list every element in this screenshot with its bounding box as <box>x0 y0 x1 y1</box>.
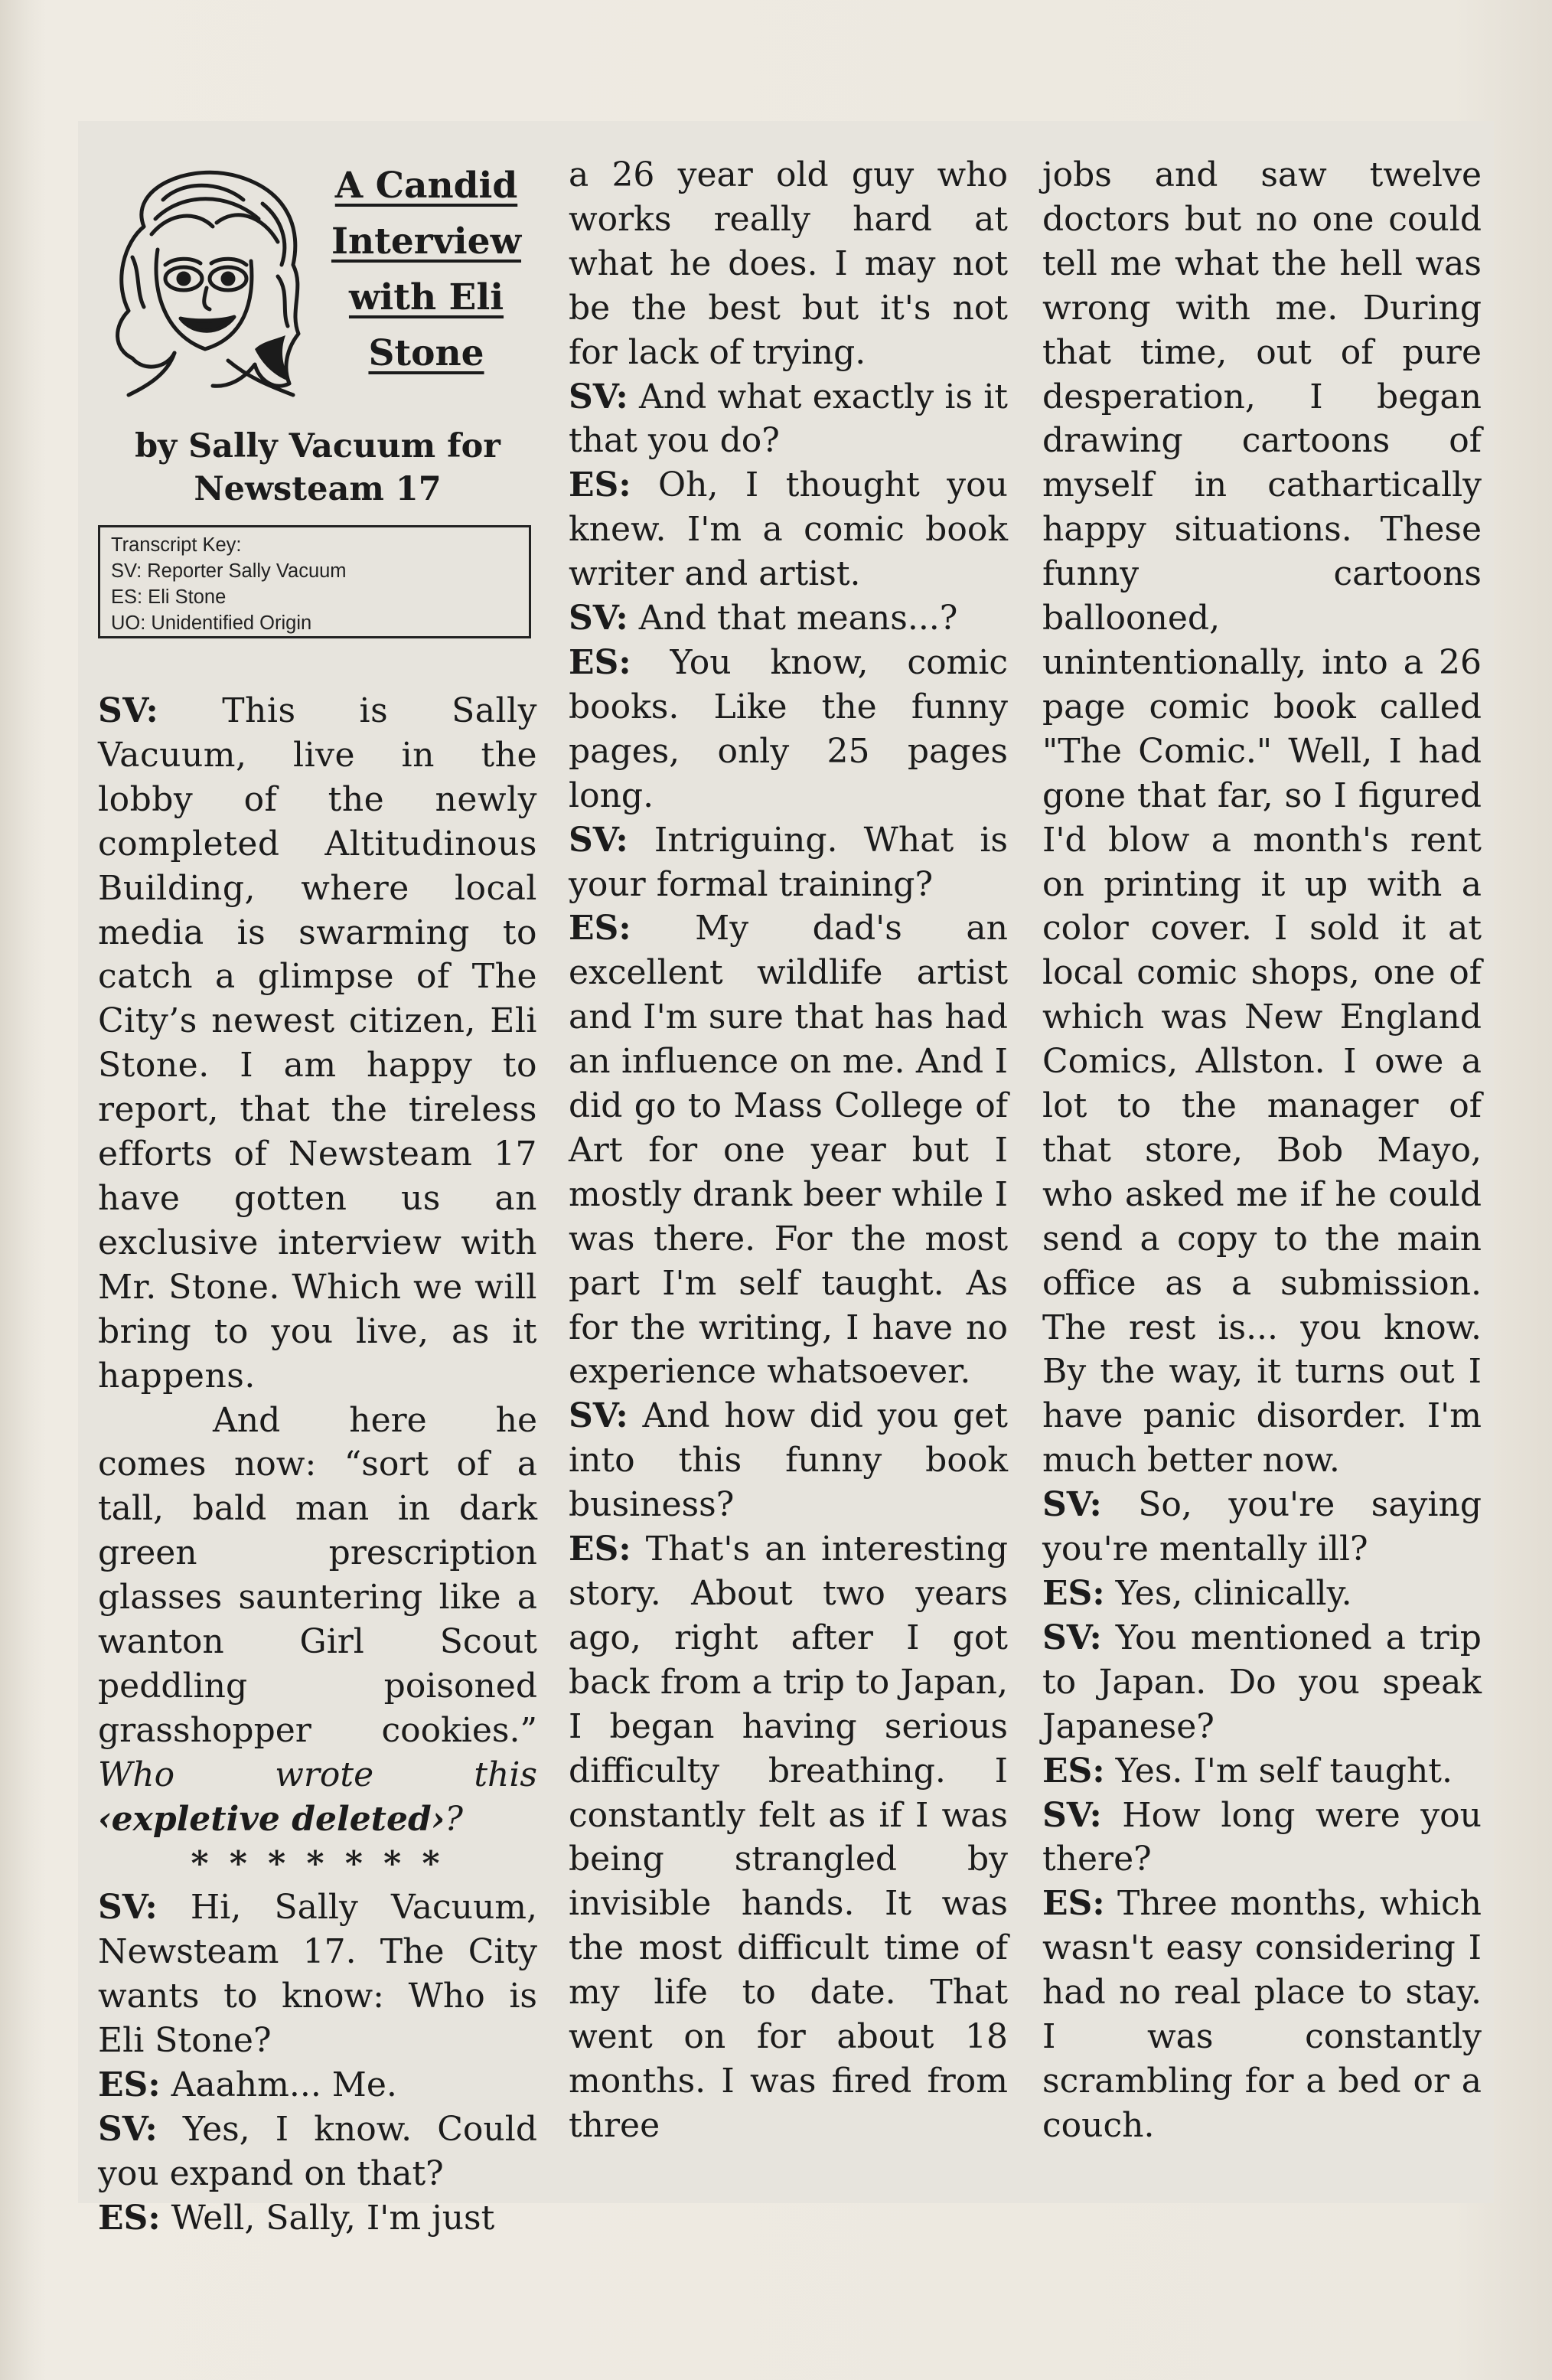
article-header <box>98 153 537 697</box>
dialogue-line <box>98 1885 537 2063</box>
dialogue-line <box>1042 1483 1482 1572</box>
woman-portrait-icon <box>98 158 320 403</box>
section-divider-stars: * * * * * * * <box>191 1843 445 1883</box>
dialogue-line <box>569 1527 1008 2148</box>
dialogue-line <box>98 2107 537 2196</box>
speaker-label: SV: <box>569 1396 628 1436</box>
dialogue-text: jobs and saw twelve doctors but no one could tell me what the hell was wrong with me. During that time, out of pure desperation, I began drawing cartoons of myself in cathartically happy situations. These funny cartoons ballooned, unintentionally, into a 26 page comic book called "The Comic." Well, I had gone that far, so I figured I'd blow a month's rent on printing it up with a color cover. I sold it at local comic shops, one of which was New England Comics, Allston. I owe a lot to the manager of that store, Bob Mayo, who asked me if he could send a copy to the main office as a submission. The rest is... you know. By the way, it turns out I have panic disorder. I'm much better now. <box>1042 155 1482 1481</box>
paragraph <box>98 1399 537 1842</box>
dialogue-line <box>98 2196 537 2241</box>
dialogue-line <box>569 463 1008 596</box>
dialogue-text: Three months, which wasn't easy considering I had no real place to stay. I was constantly scrambling for a bed or a couch. <box>1042 1884 1482 2145</box>
speaker-label: SV: <box>1042 1485 1102 1525</box>
dialogue-text: Yes. I'm self taught. <box>1115 1751 1453 1791</box>
transcript-key-item: UO: Unidentified Origin <box>111 612 312 634</box>
dialogue-line <box>569 596 1008 641</box>
dialogue-text: Yes, clinically. <box>1115 1574 1352 1613</box>
dialogue-text: You know, comic books. Like the funny pages, only 25 pages long. <box>569 642 1008 815</box>
speaker-label: SV: <box>98 691 159 730</box>
speaker-label: SV: <box>569 377 628 416</box>
speaker-label: ES: <box>98 2065 161 2105</box>
speaker-label: ES: <box>569 1530 631 1569</box>
transcript-key-item: ES: Eli Stone <box>111 586 227 608</box>
speaker-label: SV: <box>569 820 628 860</box>
speaker-label: SV: <box>1042 1618 1102 1657</box>
speaker-label: ES: <box>569 909 631 948</box>
speaker-label: ES: <box>98 2198 161 2238</box>
dialogue-line <box>1042 1794 1482 1882</box>
dialogue-line <box>569 1394 1008 1527</box>
dialogue-text: And what exactly is it that you do? <box>569 377 1008 461</box>
speaker-label: ES: <box>569 642 631 682</box>
italic-bold-text: ‹expletive deleted› <box>98 1799 445 1839</box>
dialogue-text: Yes, I know. Could you expand on that? <box>98 2110 537 2193</box>
dialogue-text: You mentioned a trip to Japan. Do you speak Japanese? <box>1042 1618 1482 1746</box>
dialogue-line <box>569 153 1008 375</box>
dialogue-text: And that means...? <box>638 599 958 638</box>
dialogue-line <box>98 2063 537 2107</box>
speaker-label: SV: <box>1042 1795 1102 1835</box>
paragraph-text: This is Sally Vacuum, live in the lobby of the newly completed Altitudinous Building, where local media is swarming to catch a glimpse of The City’s newest citizen, Eli Stone. I am happy to report, that the tireless efforts of Newsteam 17 have gotten us an exclusive interview with Mr. Stone. Which we will bring to you live, as it happens. <box>98 691 537 1396</box>
dialogue-text: My dad's an excellent wildlife artist and I'm sure that has had an influence on me. And I did go to Mass College of Art for one year but I mostly drank beer while I was there. For the most part I'm self taught. As for the writing, I have no experience whatsoever. <box>569 909 1008 1392</box>
speaker-label: SV: <box>98 1888 158 1928</box>
dialogue-text: a 26 year old guy who works really hard at what he does. I may not be the best but it's not for lack of trying. <box>569 155 1008 372</box>
dialogue-text: That's an interesting story. About two years ago, right after I got back from a trip to Japan, I began having serious difficulty breathing. I constantly felt as if I was being strangled by invisible hands. It was the most difficult time of my life to date. That went on for about 18 months. I was fired from three <box>569 1530 1008 2145</box>
speaker-label: SV: <box>98 2110 158 2149</box>
dialogue-text: Aaahm... Me. <box>171 2065 397 2105</box>
speaker-label: ES: <box>1042 1884 1105 1924</box>
column-1 <box>98 689 537 2241</box>
transcript-key-heading: Transcript Key: <box>111 534 242 556</box>
speaker-label: ES: <box>1042 1574 1105 1613</box>
dialogue-line <box>569 818 1008 907</box>
dialogue-line <box>1042 153 1482 1483</box>
italic-text: Who wrote this <box>98 1755 537 1794</box>
dialogue-line <box>1042 1616 1482 1749</box>
dialogue-line <box>569 641 1008 818</box>
dialogue-line <box>569 906 1008 1394</box>
column-3 <box>1042 153 1482 2148</box>
dialogue-line <box>1042 1749 1482 1794</box>
dialogue-line <box>569 375 1008 464</box>
paragraph-text: And here he comes now: “sort of a tall, bald man in dark green prescription glasses sauntering like a wanton Girl Scout peddling poisoned grasshopper cookies.” <box>98 1400 537 1750</box>
transcript-key-item: SV: Reporter Sally Vacuum <box>111 560 347 582</box>
dialogue-text: And how did you get into this funny book business? <box>569 1396 1008 1525</box>
paragraph <box>98 689 537 1399</box>
dialogue-text: So, you're saying you're mentally ill? <box>1042 1485 1482 1569</box>
speaker-label: ES: <box>1042 1751 1105 1791</box>
speaker-label: SV: <box>569 599 628 638</box>
column-2 <box>569 153 1008 2148</box>
dialogue-line <box>1042 1882 1482 2147</box>
dialogue-line <box>1042 1572 1482 1616</box>
speaker-label: ES: <box>569 465 631 505</box>
dialogue-text: Hi, Sally Vacuum, Newsteam 17. The City wants to know: Who is Eli Stone? <box>98 1888 537 2061</box>
dialogue-text: Well, Sally, I'm just <box>171 2198 495 2238</box>
dialogue-text: Oh, I thought you knew. I'm a comic book writer and artist. <box>569 465 1008 594</box>
dialogue-text: Intriguing. What is your formal training? <box>569 820 1008 904</box>
article-title: A Candid Interview with Eli Stone <box>331 165 522 374</box>
italic-text: ? <box>445 1799 463 1839</box>
dialogue-text: How long were you there? <box>1042 1795 1482 1879</box>
article-byline: by Sally Vacuum for Newsteam 17 <box>135 427 500 508</box>
transcript-key-box <box>98 525 531 638</box>
